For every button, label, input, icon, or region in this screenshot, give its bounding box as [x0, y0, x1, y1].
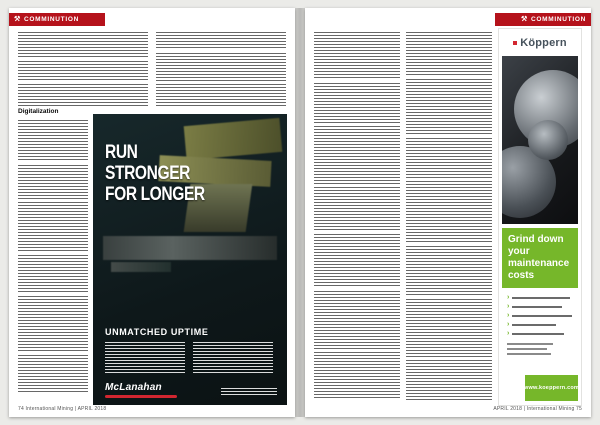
left-body-column — [18, 108, 88, 393]
chevron-icon: › — [507, 321, 510, 328]
koeppern-bullet-list — [507, 296, 575, 341]
machine-shape — [111, 262, 171, 272]
ad-headline-line-1: RUN — [105, 142, 138, 163]
mclanahan-logo: McLanahan — [105, 382, 162, 393]
page-footer-left: 74 International Mining | APRIL 2018 — [18, 406, 107, 412]
body-text-block — [18, 32, 148, 58]
body-text-block — [406, 246, 492, 296]
fineprint-line — [507, 348, 547, 350]
bullet-item — [507, 323, 575, 327]
koeppern-logo — [499, 32, 581, 54]
section-label-left: COMMINUTION — [23, 16, 79, 23]
body-text-block — [406, 181, 492, 243]
body-text-block — [314, 126, 400, 184]
chevron-icon: › — [507, 312, 510, 319]
comminution-icon: ⚒ — [521, 16, 528, 23]
body-text-block — [314, 291, 400, 349]
left-top-text-column-1 — [18, 32, 148, 107]
section-tab-left — [9, 13, 105, 26]
koeppern-brand-name: Köppern — [520, 37, 567, 49]
koeppern-website: www.koeppern.com — [525, 375, 578, 401]
left-page — [9, 8, 295, 417]
comminution-icon: ⚒ — [14, 16, 21, 23]
body-text-block — [314, 32, 400, 80]
body-text-block — [156, 84, 286, 107]
roller-press-photo — [502, 56, 578, 224]
chevron-icon: › — [507, 294, 510, 301]
digitalization-heading: Digitalization — [18, 108, 59, 115]
fineprint-line — [507, 353, 551, 355]
chevron-icon: › — [507, 330, 510, 337]
body-text-block — [156, 53, 286, 81]
koeppern-logo-mark — [513, 41, 517, 45]
right-body-column-2 — [406, 32, 492, 400]
koeppern-fineprint — [507, 343, 557, 355]
body-text-block — [314, 83, 400, 123]
body-text-block — [18, 355, 88, 393]
bullet-text-line — [512, 315, 572, 317]
body-text-block — [406, 79, 492, 135]
mclanahan-ad — [93, 114, 287, 405]
ad-headline-line-3: FOR LONGER — [105, 184, 205, 205]
koeppern-ad-headline: Grind down your maintenance costs — [502, 228, 578, 288]
unmatched-uptime-heading: UNMATCHED UPTIME — [105, 327, 209, 337]
section-tab-right — [495, 13, 591, 26]
section-label-right: COMMINUTION — [531, 16, 586, 23]
body-text-block — [18, 255, 88, 293]
body-text-block — [406, 299, 492, 357]
body-text-block — [18, 165, 88, 199]
bullet-text-line — [512, 324, 556, 326]
body-text-block — [156, 32, 286, 50]
page-footer-right: APRIL 2018 | International Mining 75 — [493, 406, 582, 412]
bullet-item — [507, 305, 575, 309]
body-text-block — [18, 84, 148, 107]
ad-headline — [105, 142, 205, 205]
body-text-block — [18, 296, 88, 352]
body-text-block — [18, 120, 88, 162]
chevron-icon: › — [507, 303, 510, 310]
ad-body-text-block — [105, 342, 185, 374]
koeppern-ad — [498, 28, 582, 406]
body-text-block — [406, 32, 492, 76]
body-text-block — [406, 360, 492, 400]
bullet-text-line — [512, 333, 564, 335]
right-page — [305, 8, 591, 417]
ad-contact-lines — [221, 388, 277, 396]
bullet-item — [507, 314, 575, 318]
ad-headline-line-2: STRONGER — [105, 163, 191, 184]
mclanahan-logo-bar — [105, 395, 177, 398]
body-text-block — [406, 138, 492, 178]
left-top-text-column-2 — [156, 32, 286, 107]
body-text-block — [314, 352, 400, 398]
roller-shape — [528, 120, 568, 160]
conveyor-shape — [103, 236, 277, 260]
body-text-block — [18, 61, 148, 81]
right-body-column-1 — [314, 32, 400, 398]
body-text-block — [18, 202, 88, 252]
bullet-item — [507, 296, 575, 300]
bullet-text-line — [512, 297, 570, 299]
ad-body-text-block — [193, 342, 273, 374]
body-text-block — [314, 187, 400, 231]
body-text-block — [314, 234, 400, 288]
bullet-item — [507, 332, 575, 336]
bullet-text-line — [512, 306, 562, 308]
fineprint-line — [507, 343, 553, 345]
